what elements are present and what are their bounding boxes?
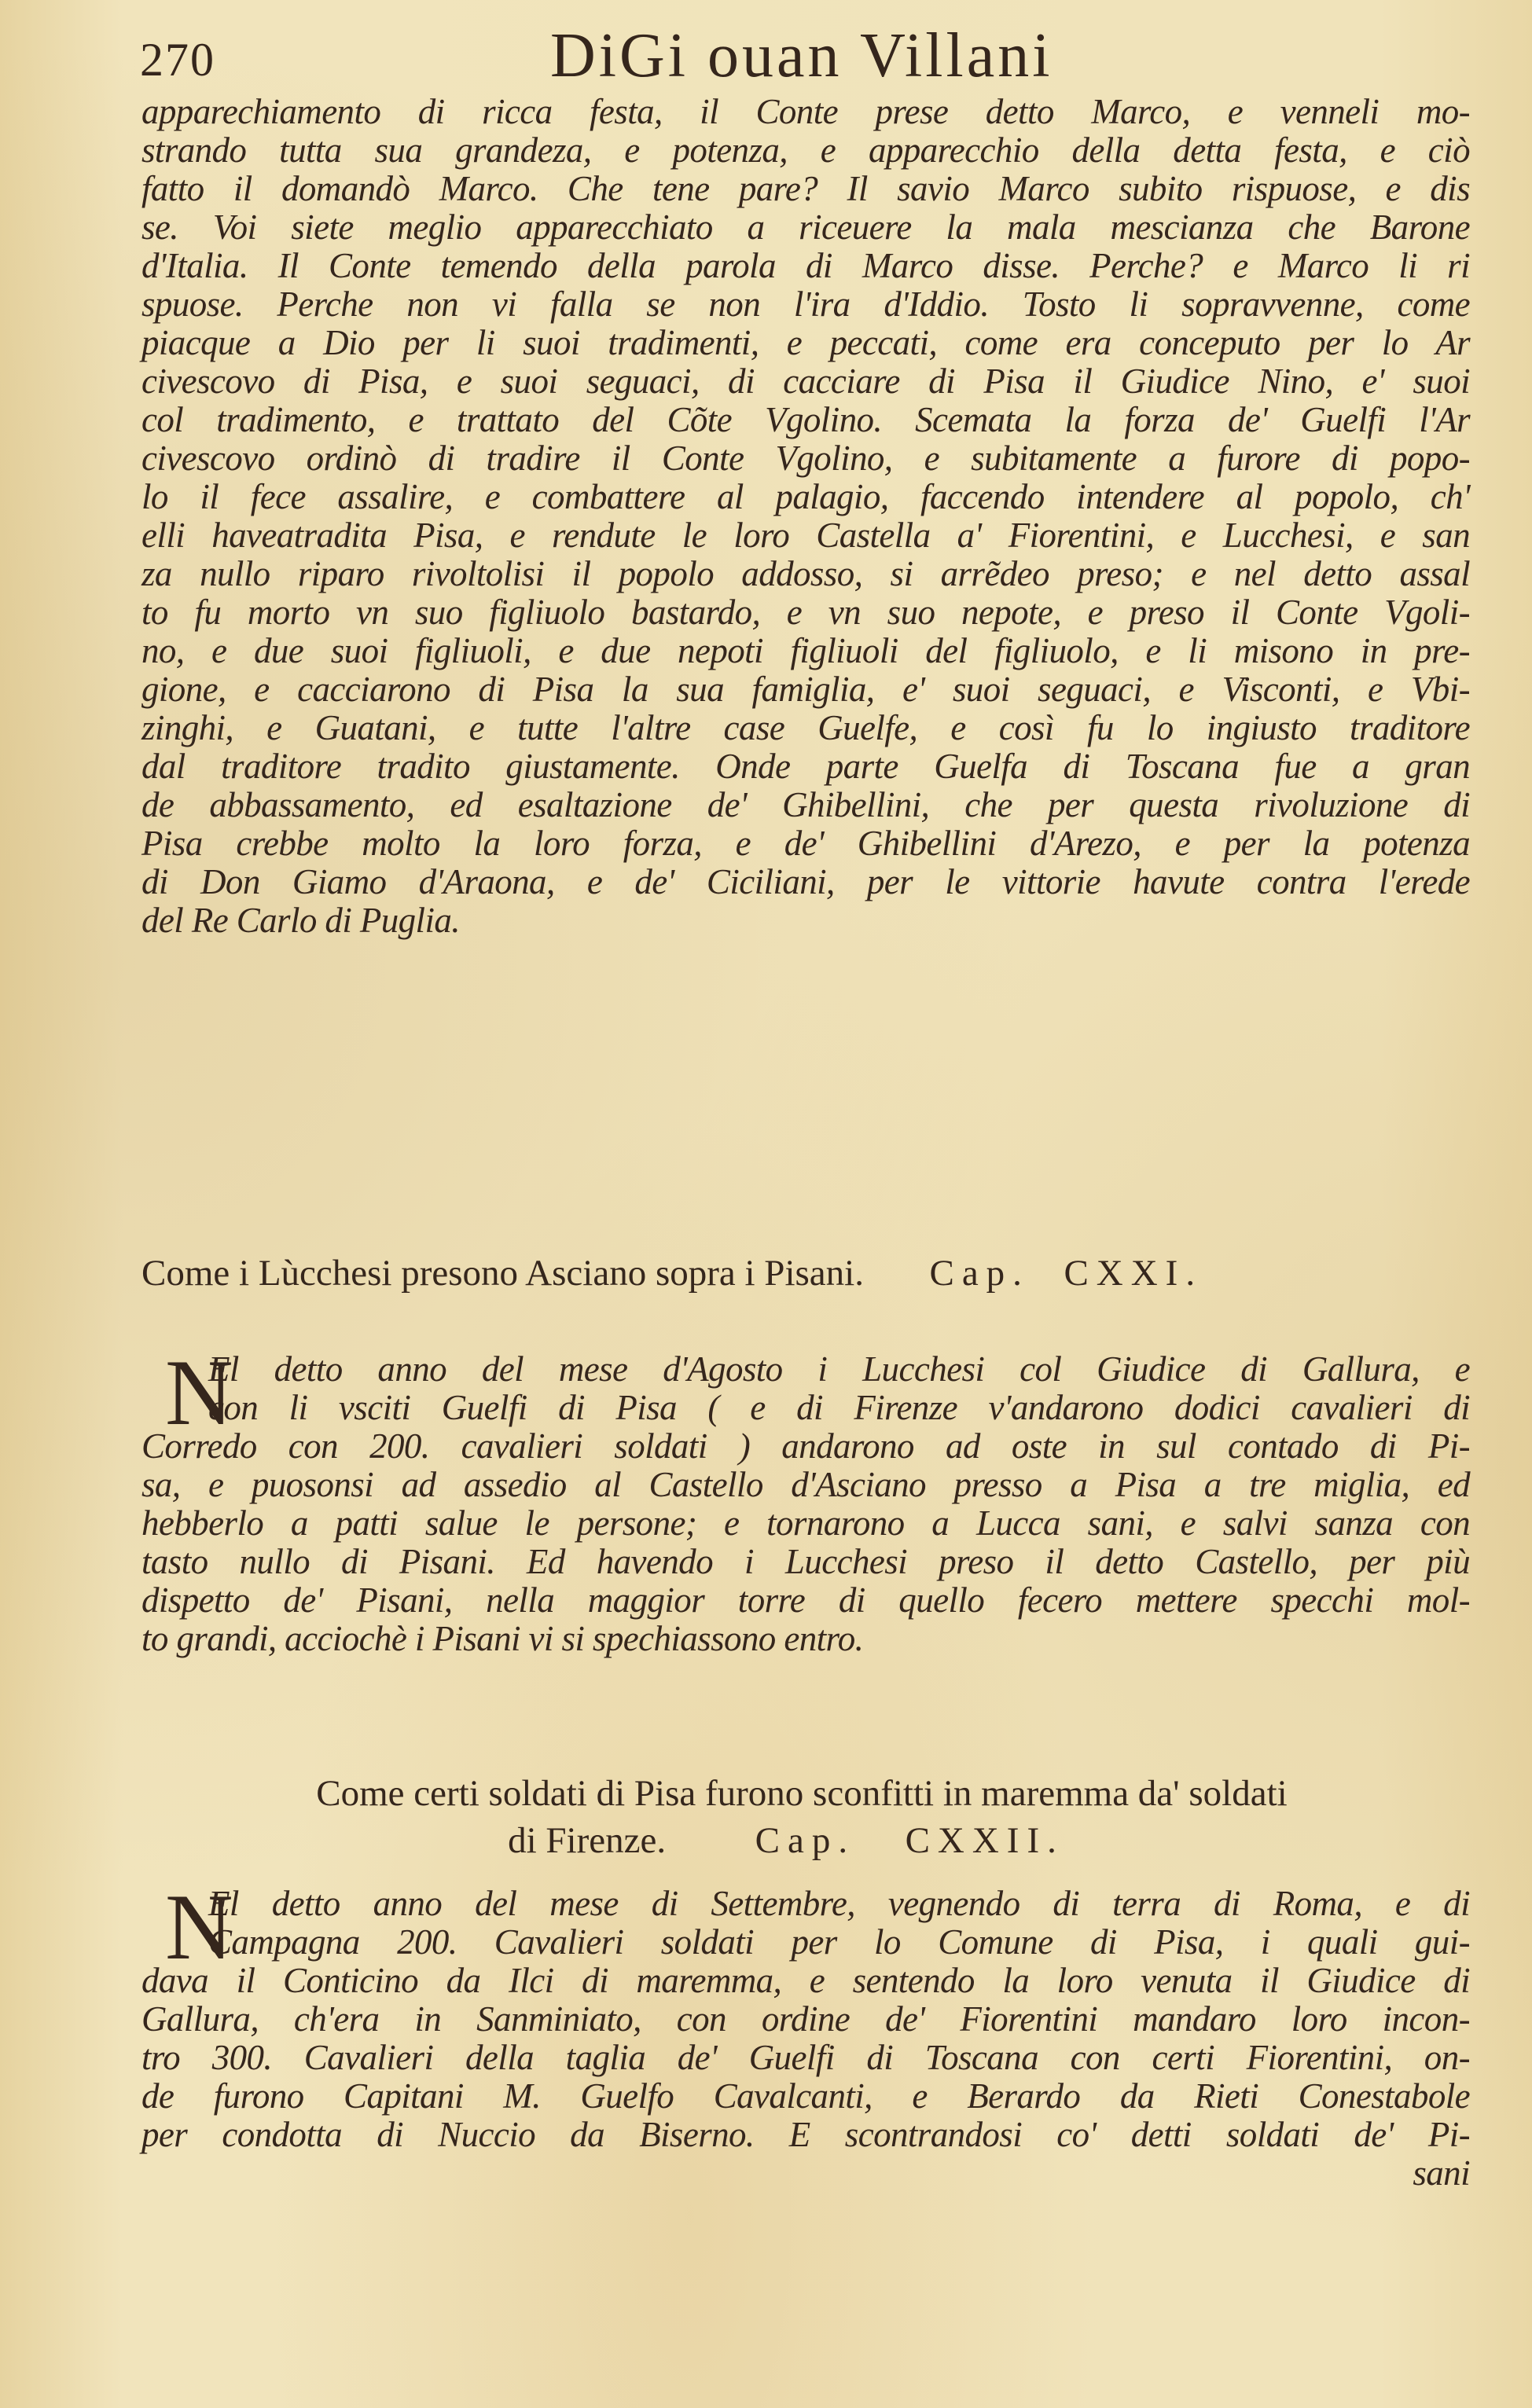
- chapter-heading-cxxi: [141, 1250, 1470, 1297]
- text-line: Gallura, ch'era in Sanminiato, con ordine de' Fiorentini mandaro loro incon-: [141, 1999, 1470, 2039]
- text-line: dava il Conticino da Ilci di maremma, e sentendo la loro venuta il Giudice di: [141, 1961, 1470, 2000]
- text-line: elli haveatradita Pisa, e rendute le loro Castella a' Fiorentini, e Lucchesi, e san: [141, 516, 1470, 555]
- text-line: tasto nullo di Pisani. Ed havendo i Lucchesi preso il detto Castello, per più: [141, 1542, 1470, 1581]
- text-line: strando tutta sua grandeza, e potenza, e apparecchio della detta festa, e ciò: [141, 130, 1470, 170]
- chapter-title-line-1: Come certi soldati di Pisa furono sconfitti in maremma da' soldati: [316, 1773, 1288, 1814]
- text-line: se. Voi siete meglio apparecchiato a riceuere la mala mescianza che Barone: [141, 207, 1470, 247]
- text-line: to fu morto vn suo figliuolo bastardo, e vn suo nepote, e preso il Conte Vgoli-: [141, 593, 1470, 632]
- running-title: DiGi ouan Villani: [550, 21, 1053, 90]
- text-line: dal traditore tradito giustamente. Onde parte Guelfa di Toscana fue a gran: [141, 747, 1470, 786]
- text-line: fatto il domandò Marco. Che tene pare? Il savio Marco subito rispuose, e dis: [141, 169, 1470, 208]
- drop-cap: N: [165, 1340, 233, 1444]
- chapter-label: Cap.: [755, 1820, 856, 1861]
- text-line: Campagna 200. Cavalieri soldati per lo Comune di Pisa, i quali gui-: [208, 1922, 1470, 1962]
- chapter-title-line-2: di Firenze.: [508, 1820, 667, 1861]
- text-line: del Re Carlo di Puglia.: [141, 901, 460, 940]
- text-line: spuose. Perche non vi falla se non l'ira d'Iddio. Tosto li sopravvenne, come: [141, 284, 1470, 324]
- text-line: de abbassamento, ed esaltazione de' Ghibellini, che per questa rivoluzione di: [141, 785, 1470, 824]
- chapter-cxxi-text: [141, 1340, 1470, 1658]
- text-line: d'Italia. Il Conte temendo della parola di Marco disse. Perche? e Marco li ri: [141, 246, 1470, 285]
- text-line: de furono Capitani M. Guelfo Cavalcanti, e Berardo da Rieti Conestabole: [141, 2076, 1470, 2116]
- text-line: di Don Giamo d'Araona, e de' Ciciliani, per le vittorie havute contra l'erede: [141, 862, 1470, 901]
- text-line: tro 300. Cavalieri della taglia de' Guelfi di Toscana con certi Fiorentini, on-: [141, 2038, 1470, 2077]
- text-line: civescovo ordinò di tradire il Conte Vgolino, e subitamente a furore di popo-: [141, 439, 1470, 478]
- running-head: [0, 14, 1532, 90]
- text-line: apparechiamento di ricca festa, il Conte prese detto Marco, e venneli mo-: [141, 92, 1470, 131]
- chapter-number: CXXI.: [1064, 1253, 1203, 1294]
- chapter-number: CXXII.: [905, 1820, 1064, 1861]
- page-number: 270: [140, 34, 215, 86]
- text-line: per condotta di Nuccio da Biserno. E scontrandosi co' detti soldati de' Pi-: [141, 2115, 1470, 2154]
- text-line: El detto anno del mese di Settembre, vegnendo di terra di Roma, e di: [208, 1884, 1470, 1923]
- text-line: dispetto de' Pisani, nella maggior torre di quello fecero mettere specchi mol-: [141, 1580, 1470, 1620]
- text-line: to grandi, acciochè i Pisani vi si spechiassono entro.: [141, 1619, 864, 1658]
- chapter-title: Come i Lùcchesi presono Asciano sopra i Pisani.: [141, 1253, 864, 1294]
- text-line: zinghi, e Guatani, e tutte l'altre case Guelfe, e così fu lo ingiusto traditore: [141, 708, 1470, 747]
- text-line: piacque a Dio per li suoi tradimenti, e peccati, come era conceputo per lo Ar: [141, 323, 1470, 362]
- catchword: sani: [1413, 2153, 1470, 2193]
- chapter-cxxii-text: [141, 1874, 1470, 2193]
- text-line: za nullo riparo rivoltolisi il popolo addosso, si arrẽdeo preso; e nel detto assal: [141, 554, 1470, 593]
- text-line: lo il fece assalire, e combattere al palagio, faccendo intendere al popolo, ch': [141, 477, 1470, 516]
- text-line: Corredo con 200. cavalieri soldati ) andarono ad oste in sul contado di Pi-: [141, 1426, 1470, 1466]
- text-line: no, e due suoi figliuoli, e due nepoti figliuoli del figliuolo, e li misono in pre-: [141, 631, 1470, 670]
- text-line: hebberlo a patti salue le persone; e tornarono a Lucca sani, e salvi sanza con: [141, 1503, 1470, 1543]
- text-line: sa, e puosonsi ad assedio al Castello d'Asciano presso a Pisa a tre miglia, ed: [141, 1465, 1470, 1504]
- drop-cap: N: [165, 1874, 233, 1979]
- chapter-label: Cap.: [929, 1253, 1030, 1294]
- text-line: con li vsciti Guelfi di Pisa ( e di Firenze v'andarono dodici cavalieri di: [208, 1388, 1470, 1427]
- text-line: El detto anno del mese d'Agosto i Lucchesi col Giudice di Gallura, e: [208, 1349, 1470, 1389]
- paragraph-continued: [141, 93, 1470, 940]
- chapter-heading-cxxii: [134, 1770, 1470, 1864]
- text-line: col tradimento, e trattato del Cõte Vgolino. Scemata la forza de' Guelfi l'Ar: [141, 400, 1470, 439]
- text-line: civescovo di Pisa, e suoi seguaci, di cacciare di Pisa il Giudice Nino, e' suoi: [141, 362, 1470, 401]
- text-line: gione, e cacciarono di Pisa la sua famiglia, e' suoi seguaci, e Visconti, e Vbi-: [141, 670, 1470, 709]
- text-line: Pisa crebbe molto la loro forza, e de' Ghibellini d'Arezo, e per la potenza: [141, 824, 1470, 863]
